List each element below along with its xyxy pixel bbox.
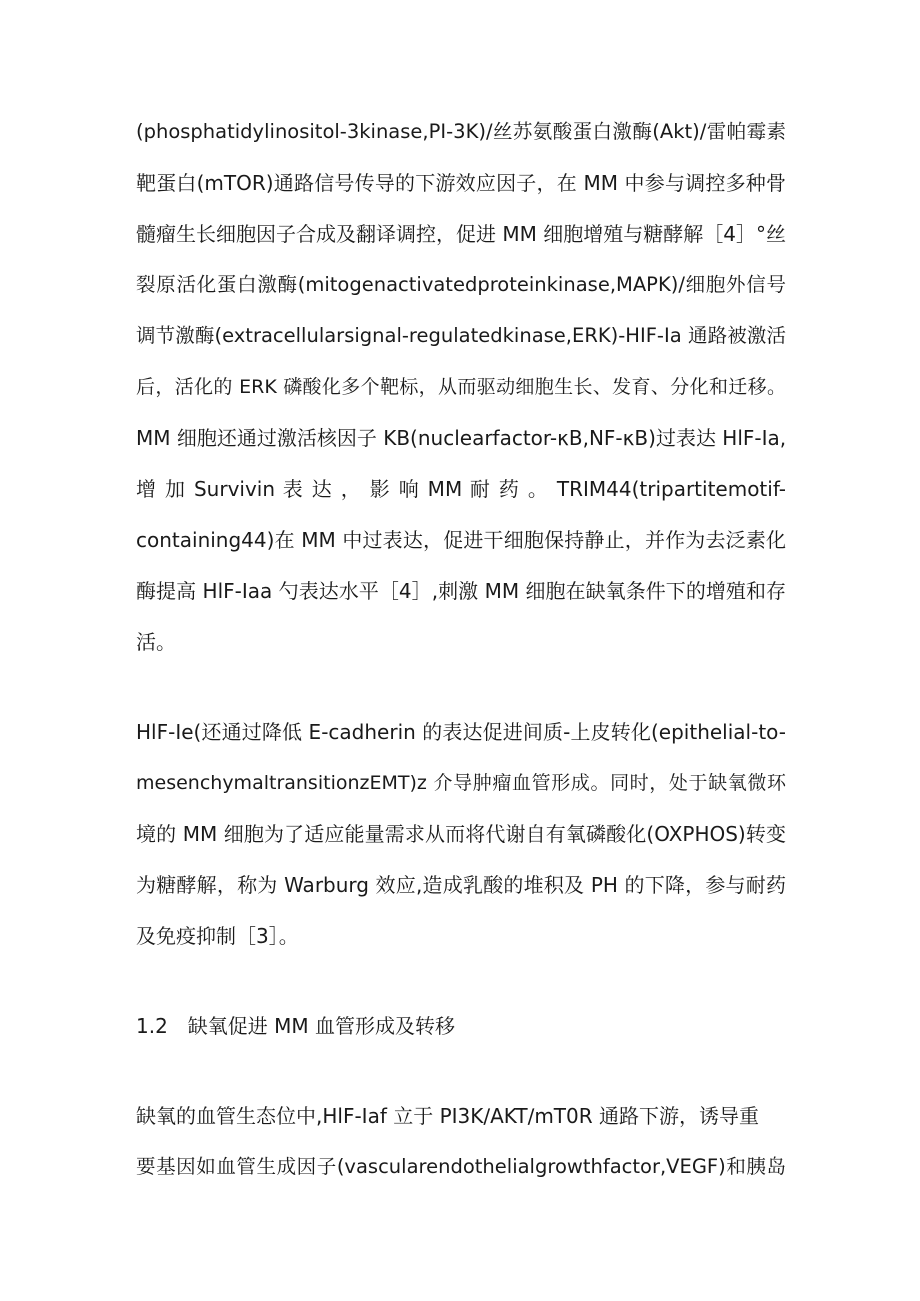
paragraph-2-line-1: HlF-Ie(还通过降低 E-cadherin 的表达促进间质-上皮转化(epithelial-to- bbox=[136, 720, 786, 744]
paragraph-1-line-9: containing44)在 MM 中过表达，促进干细胞保持静止，并作为去泛素化 bbox=[136, 528, 786, 552]
paragraph-2-line-2: mesenchymaltransitionzEMT)z 介导肿瘤血管形成。同时，处于缺氧微环 bbox=[136, 772, 786, 794]
paragraph-1-line-11: 活。 bbox=[136, 630, 176, 654]
paragraph-3-line-2: 要基因如血管生成因子(vascularendothelialgrowthfactor,VEGF)和胰岛 bbox=[136, 1155, 786, 1178]
paragraph-2-line-4: 为糖酵解，称为 Warburg 效应,造成乳酸的堆积及 PH 的下降，参与耐药 bbox=[136, 873, 786, 897]
paragraph-3-line-1: 缺氧的血管生态位中,HlF-Iaf 立于 PI3K∕AKT∕mT0R 通路下游，诱导重 bbox=[136, 1104, 759, 1128]
paragraph-1-line-8: 增 加 Survivin 表 达 ， 影 响 MM 耐 药 。 TRIM44(tripartitemotif- bbox=[136, 477, 786, 501]
paragraph-2-line-5: 及免疫抑制［3］。 bbox=[136, 924, 299, 948]
paragraph-1-line-7: MM 细胞还通过激活核因子 KB(nuclearfactor-κB,NF-κB)过表达 HlF-Ia, bbox=[136, 426, 786, 450]
paragraph-1-line-5: 调节激酶(extracellularsignal-regulatedkinase,ERK)-HIF-Ia 通路被激活 bbox=[136, 324, 786, 347]
paragraph-1-line-3: 髓瘤生长细胞因子合成及翻译调控，促进 MM 细胞增殖与糖酵解［4］°丝 bbox=[136, 222, 786, 246]
paragraph-1-line-2: 靶蛋白(mTOR)通路信号传导的下游效应因子，在 MM 中参与调控多种骨 bbox=[136, 171, 786, 195]
paragraph-1-line-1: (phosphatidylinositol-3kinase,PI-3K)/丝苏氨酸蛋白激酶(Akt)/雷帕霉素 bbox=[136, 120, 786, 143]
paragraph-1-line-10: 酶提高 HlF-Iaa 勺表达水平［4］,刺激 MM 细胞在缺氧条件下的增殖和存 bbox=[136, 579, 786, 603]
paragraph-2-line-3: 境的 MM 细胞为了适应能量需求从而将代谢自有氧磷酸化(OXPHOS)转变 bbox=[136, 822, 786, 846]
section-heading: 1.2 缺氧促进 MM 血管形成及转移 bbox=[136, 1014, 456, 1038]
paragraph-1-line-6: 后，活化的 ERK 磷酸化多个靶标，从而驱动细胞生长、发育、分化和迁移。 bbox=[136, 376, 786, 398]
paragraph-1-line-4: 裂原活化蛋白激酶(mitogenactivatedproteinkinase,MAPK)/细胞外信号 bbox=[136, 273, 786, 296]
